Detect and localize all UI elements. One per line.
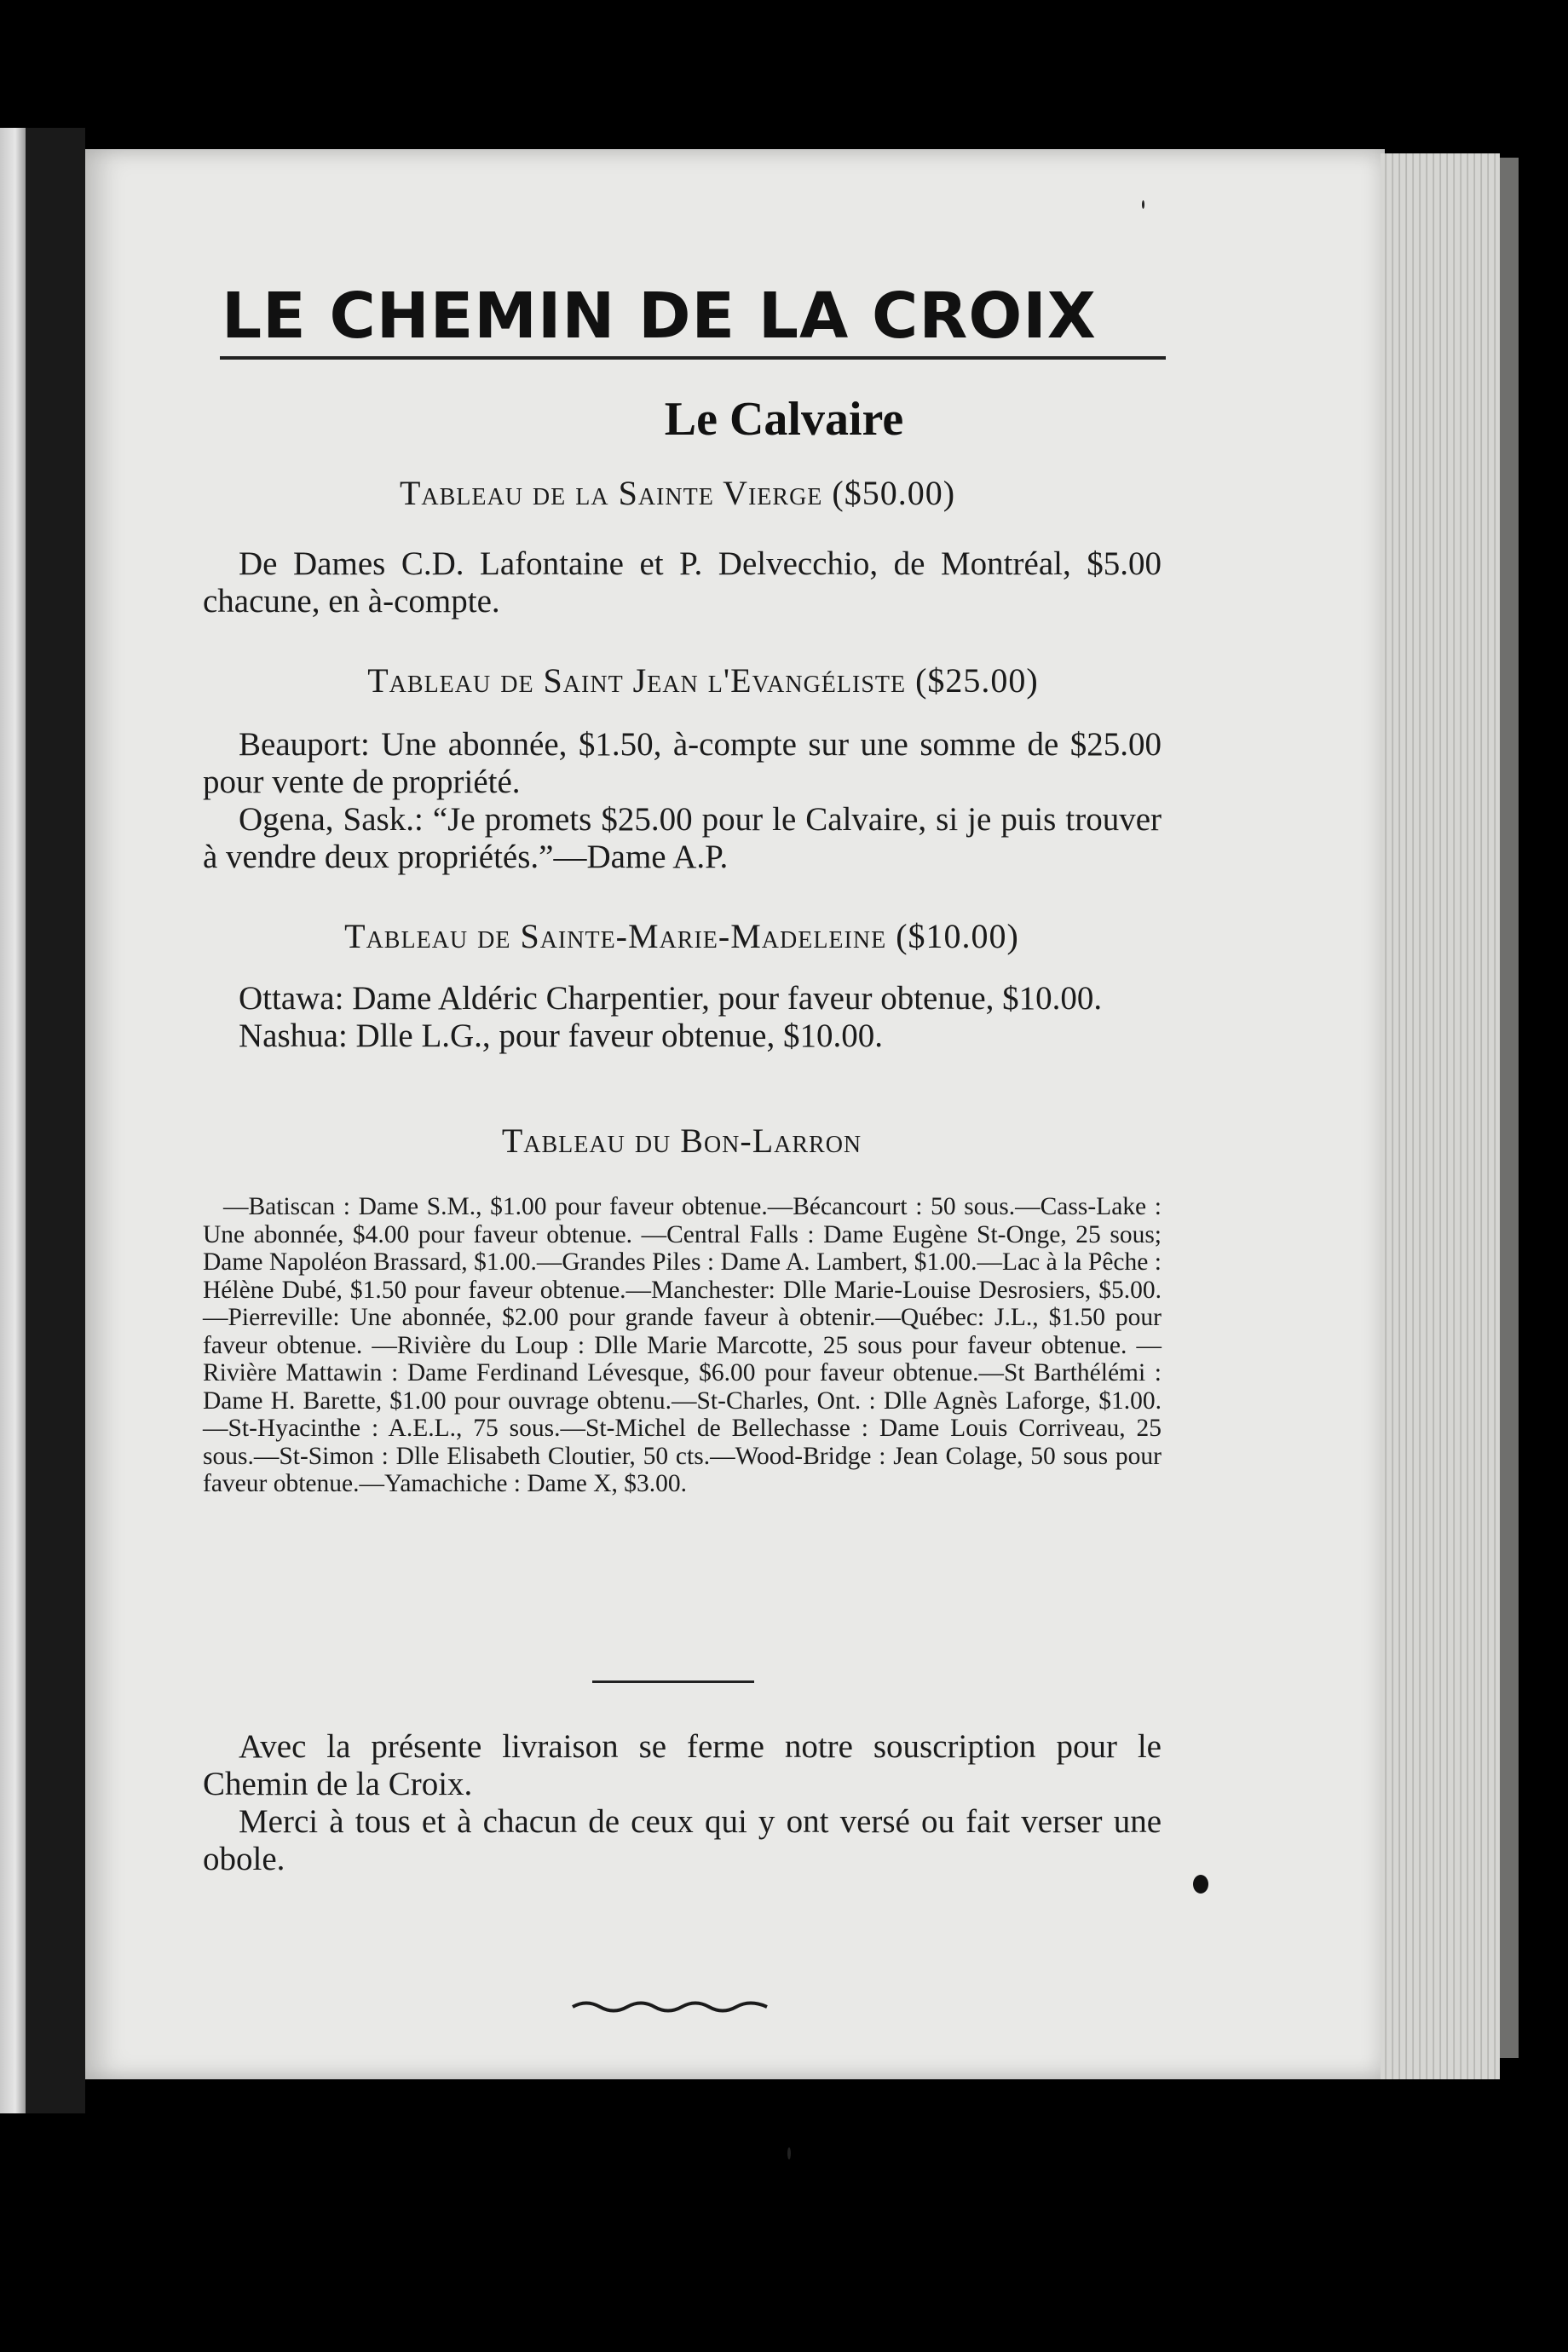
paragraph-text: Ottawa: Dame Aldéric Charpentier, pour faveur obtenue, $10.00. bbox=[239, 980, 1103, 1017]
section-paragraph bbox=[203, 726, 1162, 876]
subtitle: Le Calvaire bbox=[664, 393, 904, 446]
title-rule bbox=[220, 356, 1166, 360]
section-heading bbox=[0, 473, 1355, 513]
closing-text: Avec la présente livraison se ferme notre souscription pour le Chemin de la Croix. bbox=[203, 1728, 1162, 1802]
ink-speck bbox=[787, 2147, 791, 2159]
closing-paragraph bbox=[203, 1728, 1162, 1878]
section-heading-text: Tableau de Sainte-Marie-Madeleine bbox=[344, 917, 887, 955]
donor-list-text: —Batiscan : Dame S.M., $1.00 pour faveur obtenue.—Bécancourt : 50 sous.—Cass-Lake : Une abonnée, $4.00 pour faveur obtenue. —Central Falls : Dame Eugène St-Onge, 25 sous; Dame Napoléon Brassard, $1.00.—Grandes Piles : Dame A. Lambert, $1.00.—Lac à la Pêche : Hélène Dubé, $1.50 pour faveur obtenue.—Manchester: Dlle Marie-Louise Desrosiers, $5.00.—Pierreville: Une abonnée, $2.00 pour grande faveur à obtenir.—Québec: J.L., $1.50 pour faveur obtenue. —Rivière du Loup : Dlle Marie Marcotte, 25 sous pour faveur obtenue. —Rivière Mattawin : Dame Ferdinand Lévesque, $6.00 pour faveur obtenue.—St Barthélémi : Dame H. Barette, $1.00 pour ouvrage obtenu.—St-Charles, Ont. : Dlle Agnès Laforge, $1.00.—St-Hyacinthe : A.E.L., 75 sous.—St-Michel de Bellechasse : Dame Louis Corriveau, 25 sous.—St-Simon : Dlle Elisabeth Cloutier, 50 cts.—Wood-Bridge : Jean Colage, 50 sous pour faveur obtenue.—Yamachiche : Dame X, $3.00. bbox=[203, 1193, 1162, 1497]
section-heading-text: Tableau du Bon-Larron bbox=[501, 1121, 862, 1160]
ink-spot bbox=[1193, 1875, 1208, 1894]
section-heading bbox=[0, 660, 1406, 700]
paragraph-text: De Dames C.D. Lafontaine et P. Delvecchio, de Montréal, $5.00 chacune, en à-compte. bbox=[203, 545, 1162, 620]
donor-list bbox=[203, 1193, 1162, 1498]
section-heading bbox=[0, 1121, 1363, 1161]
section-paragraph bbox=[203, 545, 1162, 620]
section-amount: ($50.00) bbox=[832, 474, 956, 512]
section-separator bbox=[592, 1680, 754, 1683]
paragraph-text: Nashua: Dlle L.G., pour faveur obtenue, $10.00. bbox=[239, 1017, 883, 1054]
closing-text: Merci à tous et à chacun de ceux qui y ont versé ou fait verser une obole. bbox=[203, 1803, 1162, 1877]
ornament-divider bbox=[569, 1994, 774, 2020]
section-amount: ($25.00) bbox=[915, 661, 1039, 700]
paragraph-text: Beauport: Une abonnée, $1.50, à-compte sur une somme de $25.00 pour vente de propriété. bbox=[203, 726, 1162, 800]
ink-speck bbox=[1142, 200, 1144, 209]
section-heading bbox=[0, 916, 1363, 956]
section-amount: ($10.00) bbox=[896, 917, 1019, 955]
section-paragraph bbox=[203, 980, 1162, 1055]
section-heading-text: Tableau de Saint Jean l'Evangéliste bbox=[367, 661, 907, 700]
page-title: LE CHEMIN DE LA CROIX bbox=[222, 280, 1097, 353]
section-heading-text: Tableau de la Sainte Vierge bbox=[399, 474, 823, 512]
paragraph-text: Ogena, Sask.: “Je promets $25.00 pour le Calvaire, si je puis trouver à vendre deux propriétés.”—Dame A.P. bbox=[203, 801, 1162, 875]
